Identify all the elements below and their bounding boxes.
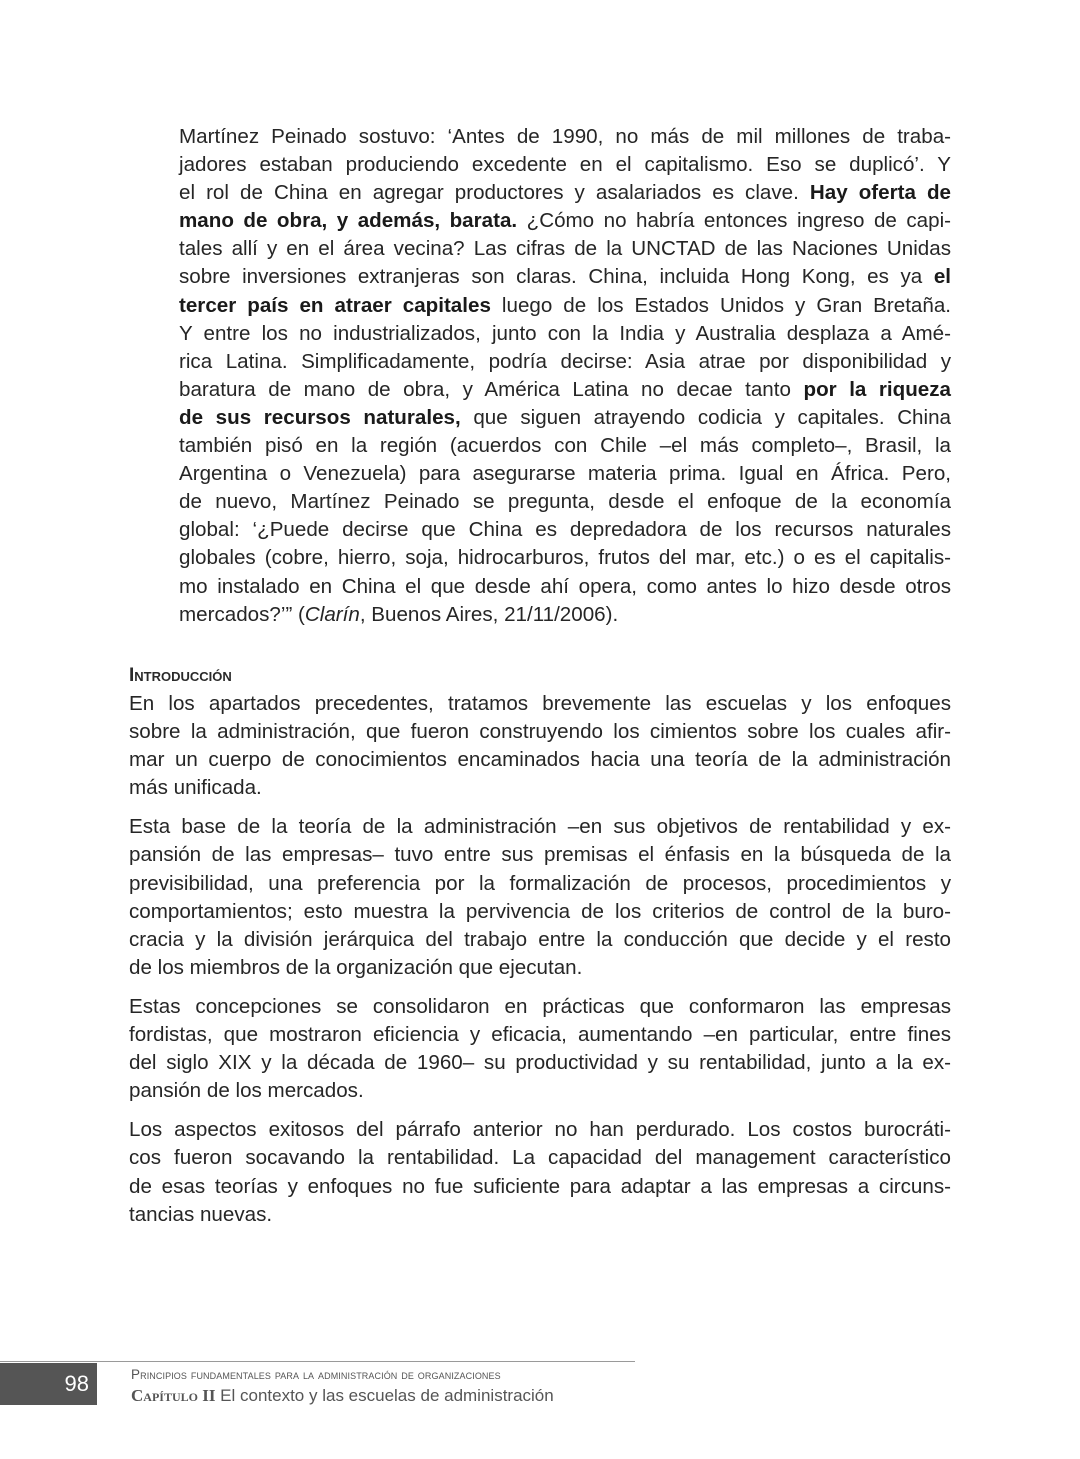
text-line [129,774,951,802]
text-segment: global: ‘¿Puede decirse que China es depredadora de los recursos naturales [179,518,951,542]
text-line [179,292,951,320]
text-segment: sobre inversiones extranjeras son claras. China, incluida Hong Kong, es ya [179,265,934,289]
text-line [179,123,951,151]
text-segment: del siglo XIX y la década de 1960– su productividad y su rentabilidad, junto a la ex- [129,1051,951,1075]
text-segment: pansión de las empresas– tuvo entre sus premisas el énfasis en la búsqueda de la [129,843,951,867]
text-segment: fordistas, que mostraron eficiencia y eficacia, aumentando –en particular, entre fines [129,1023,951,1047]
text-segment: cos fueron socavando la rentabilidad. La capacidad del management característico [129,1146,951,1170]
text-line [129,954,951,982]
paragraph [129,690,951,802]
page-number: 98 [0,1363,97,1405]
text-segment: previsibilidad, una preferencia por la formalización de procesos, procedimientos y [129,871,951,895]
text-line [179,179,951,207]
text-segment: de nuevo, Martínez Peinado se pregunta, desde el enfoque de la economía [179,490,951,514]
text-line [129,690,951,718]
text-segment: comportamientos; esto muestra la pervivencia de los criterios de control de la buro- [129,899,951,923]
section-paragraphs [129,690,951,1229]
text-line [129,898,951,926]
text-segment: globales (cobre, hierro, soja, hidrocarburos, frutos del mar, etc.) o es el capitalis- [179,546,951,570]
text-line [129,870,951,898]
text-segment: de esas teorías y enfoques no fue suficiente para adaptar a las empresas a circuns- [129,1174,951,1198]
text-line [129,1201,951,1229]
text-line [179,376,951,404]
text-segment: también pisó en la región (acuerdos con Chile –el más completo–, Brasil, la [179,434,951,458]
text-segment: ¿Cómo no habría entonces ingreso de capi- [517,209,952,233]
text-line [129,926,951,954]
text-segment: Estas concepciones se consolidaron en prácticas que conformaron las empresas [129,994,951,1018]
text-line [129,1077,951,1105]
text-segment: Los aspectos exitosos del párrafo anterior no han perdurado. Los costos burocráti- [129,1118,951,1142]
text-line [129,841,951,869]
text-segment: mar un cuerpo de conocimientos encaminados hacia una teoría de la administración [129,748,951,772]
footer-book-title: Principios fundamentales para la administración de organizaciones [131,1367,501,1382]
text-segment: tercer país en atraer capitales [179,293,491,317]
section-heading: Introducción [129,665,232,686]
text-segment: Y entre los no industrializados, junto con la India y Australia desplaza a Amé- [179,321,951,345]
text-line [129,1173,951,1201]
text-line [179,432,951,460]
text-line [129,746,951,774]
text-segment: jadores estaban produciendo excedente en el capitalismo. Eso se duplicó’. Y [179,153,951,177]
text-segment: rica Latina. Simplificadamente, podría decirse: Asia atrae por disponibilidad y [179,349,951,373]
text-segment: tancias nuevas. [129,1202,273,1226]
text-segment: sobre la administración, que fueron construyendo los cimientos sobre los cuales afir- [129,720,951,744]
text-segment: el rol de China en agregar productores y asalariados es clave. [179,181,810,205]
text-segment: baratura de mano de obra, y América Latina no decae tanto [179,377,804,401]
text-line [179,348,951,376]
text-line [129,718,951,746]
text-line [179,601,951,629]
quote-block [179,123,951,629]
text-segment: luego de los Estados Unidos y Gran Bretaña. [490,293,951,317]
text-segment: por la riqueza [803,377,952,401]
text-line [179,488,951,516]
text-line [179,235,951,263]
text-segment: que siguen atrayendo codicia y capitales. China [460,405,951,429]
text-line [179,320,951,348]
text-segment: Argentina o Venezuela) para asegurarse materia prima. Igual en África. Pero, [179,462,951,486]
text-segment: En los apartados precedentes, tratamos brevemente las escuelas y los enfoques [129,692,951,715]
text-line [129,813,951,841]
text-segment: mercados?’” ( [179,602,305,626]
paragraph [129,993,951,1105]
text-line [179,460,951,488]
text-line [179,573,951,601]
text-line [129,993,951,1021]
introduction-section [129,662,951,1240]
text-line [179,516,951,544]
text-line [129,1116,951,1144]
text-line [179,151,951,179]
text-segment: de sus recursos naturales, [179,405,461,429]
text-segment: más unificada. [129,776,262,800]
footer-divider [0,1361,635,1362]
text-segment: cracia y la división jerárquica del trabajo entre la conducción que decide y el resto [129,927,951,951]
text-segment: Esta base de la teoría de la administración –en sus objetivos de rentabilidad y ex- [129,815,951,839]
text-segment: mano de obra, y además, barata. [179,209,518,233]
text-segment: Hay oferta de [809,181,951,205]
text-segment: tales allí y en el área vecina? Las cifras de la UNCTAD de las Naciones Unidas [179,237,951,261]
footer-chapter-title: El contexto y las escuelas de administración [215,1386,554,1405]
text-line [179,207,951,235]
paragraph [129,1116,951,1228]
text-segment: el [933,265,951,289]
text-segment: mo instalado en China el que desde ahí opera, como antes lo hizo desde otros [179,574,951,598]
text-line [129,1021,951,1049]
text-segment: Martínez Peinado sostuvo: ‘Antes de 1990, no más de mil millones de traba- [179,125,951,148]
footer-chapter-label: Capítulo II [131,1386,216,1405]
text-line [179,263,951,291]
text-segment: de los miembros de la organización que ejecutan. [129,955,583,979]
text-segment: Clarín [304,602,360,626]
text-segment: , Buenos Aires, 21/11/2006). [359,602,619,626]
text-line [129,1049,951,1077]
text-line [179,404,951,432]
text-line [179,544,951,572]
paragraph [129,813,951,982]
text-segment: pansión de los mercados. [129,1079,364,1103]
text-line [129,1144,951,1172]
footer-chapter [131,1386,554,1406]
